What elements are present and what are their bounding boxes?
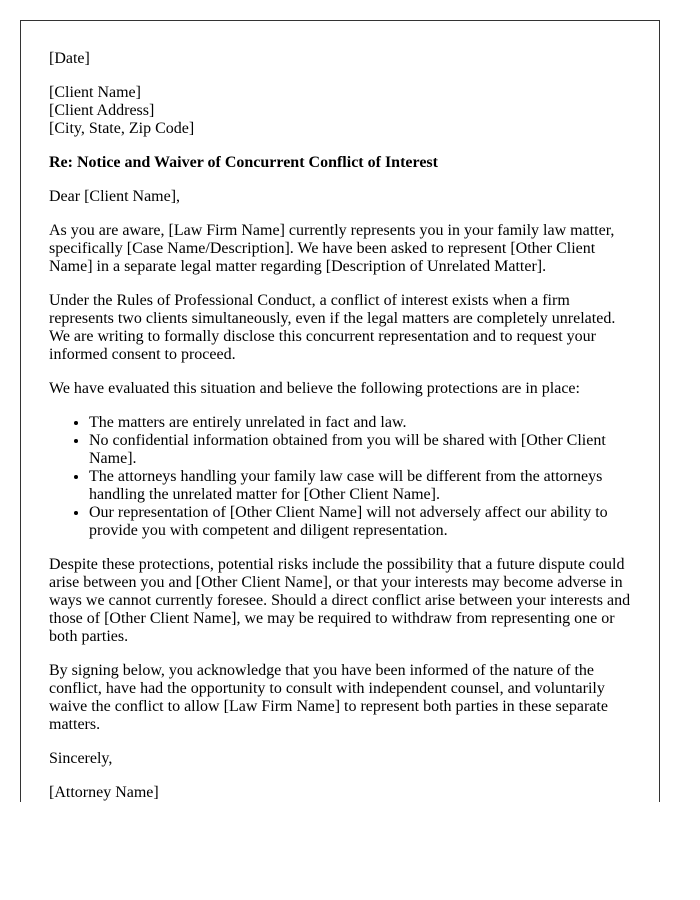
recipient-address bbox=[49, 84, 631, 138]
body-paragraph: Despite these protections, potential risks include the possibility that a future dispute could arise between you and [Other Client Name], or that your interests may become adverse in ways we cannot currently foresee. Should a direct conflict arise between your interests and those of [Other Client Name], we may be required to withdraw from representing one or both parties. bbox=[49, 556, 631, 645]
list-item: • The attorneys handling your family law case will be different from the attorneys handling the unrelated matter for [Other Client Name]. bbox=[89, 468, 631, 504]
list-item: • The matters are entirely unrelated in fact and law. bbox=[89, 414, 631, 432]
letter-date: [Date] bbox=[49, 50, 90, 67]
body-paragraph: Under the Rules of Professional Conduct, a conflict of interest exists when a firm represents two clients simultaneously, even if the legal matters are completely unrelated. We are writing to formally disclose this concurrent representation and to request your informed consent to proceed. bbox=[49, 292, 616, 363]
list-item: • Our representation of [Other Client Name] will not adversely affect our ability to provide you with competent and diligent representation. bbox=[89, 504, 631, 540]
signoff: Sincerely, bbox=[49, 750, 113, 767]
body-paragraph: We have evaluated this situation and believe the following protections are in place: bbox=[49, 380, 580, 397]
recipient-street: [Client Address] bbox=[49, 102, 155, 119]
body-paragraph: By signing below, you acknowledge that you have been informed of the nature of the conflict, have had the opportunity to consult with independent counsel, and voluntarily waive the conflict to allow [Law Firm Name] to represent both parties in these separate matters. bbox=[49, 662, 608, 733]
signature-name: [Attorney Name] bbox=[49, 784, 159, 801]
subject-line: Re: Notice and Waiver of Concurrent Conflict of Interest bbox=[49, 154, 438, 171]
salutation: Dear [Client Name], bbox=[49, 188, 181, 205]
recipient-city: [City, State, Zip Code] bbox=[49, 120, 195, 137]
letter-page bbox=[20, 20, 660, 802]
body-paragraph: As you are aware, [Law Firm Name] currently represents you in your family law matter, specifically [Case Name/Description]. We have been asked to represent [Other Client Name] in a separate legal matter regarding [Description of Unrelated Matter]. bbox=[49, 222, 615, 275]
protections-list bbox=[49, 414, 631, 540]
list-item: • No confidential information obtained from you will be shared with [Other Client Name]. bbox=[89, 432, 631, 468]
recipient-name: [Client Name] bbox=[49, 84, 141, 101]
